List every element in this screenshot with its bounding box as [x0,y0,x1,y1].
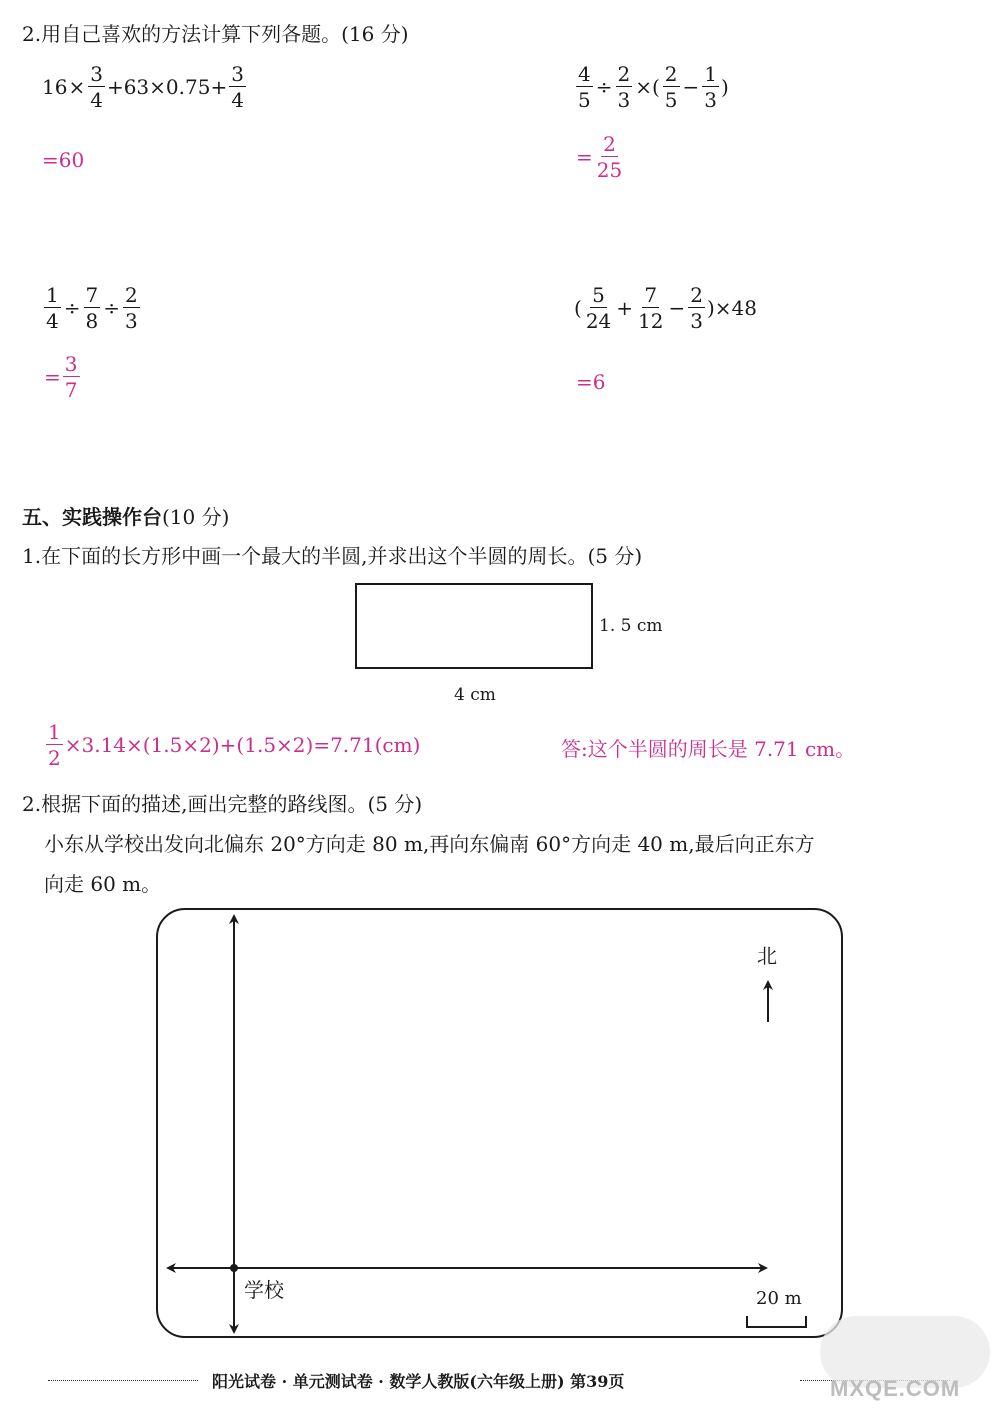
question-1-text: 1.在下面的长方形中画一个最大的半圆,并求出这个半圆的周长。(5 分) [22,544,643,568]
question-2-text: 2.根据下面的描述,画出完整的路线图。(5 分) [22,792,423,816]
fraction: $\frac{7}{12}$ [638,283,664,333]
height-label: 1. 5 cm [599,616,663,636]
footer-rule-left [48,1380,198,1381]
answer-1: =60 [42,148,85,172]
fraction: $\frac{2}{3}$ [125,283,138,333]
fraction: $\frac{1}{3}$ [704,62,718,112]
answer-3: = $\frac{3}{7}$ [44,352,78,402]
fraction: $\frac{4}{5}$ [578,62,591,112]
fraction: $\frac{2}{3}$ [690,283,703,333]
fraction: $\frac{2}{5}$ [664,62,678,112]
north-label: 北 [757,944,777,968]
school-label: 学校 [244,1278,284,1302]
fraction: $\frac{1}{2}$ [48,720,61,770]
school-point [230,1264,238,1272]
q1-solution: $\frac{1}{2}$ ×3.14×(1.5×2)+(1.5×2)=7.71(cm) [48,720,421,770]
problem-4: ( $\frac{5}{24}$ + $\frac{7}{12}$ − $\frac{2}{3}$ )×48 [574,283,757,333]
problem-2: $\frac{4}{5}$ ÷ $\frac{2}{3}$ ×( $\frac{2}{5}$ − $\frac{1}{3}$ ) [578,62,729,112]
section-heading: 五、实践操作台(10 分) [22,505,230,529]
description-line-2: 向走 60 m。 [44,872,162,896]
fraction: $\frac{5}{24}$ [585,283,612,333]
fraction: $\frac{2}{3}$ [617,62,631,112]
watermark-text: MXQE.COM [830,1376,961,1401]
question-heading: 2.用自己喜欢的方法计算下列各题。(16 分) [22,22,409,46]
scale-bar [747,1316,806,1327]
fraction: $\frac{1}{4}$ [46,283,59,333]
map-frame [157,909,842,1337]
answer-2: = $\frac{2}{25}$ [576,132,623,182]
scale-label: 20 m [756,1288,802,1309]
width-label: 4 cm [454,685,496,705]
fraction: $\frac{7}{8}$ [85,283,99,333]
answer-4: =6 [576,370,606,394]
problem-3: $\frac{1}{4}$ ÷ $\frac{7}{8}$ ÷ $\frac{2}{3}$ [46,283,138,333]
fraction: $\frac{3}{4}$ [231,62,244,112]
fraction: $\frac{2}{25}$ [596,132,623,182]
fraction: $\frac{3}{4}$ [90,62,103,112]
footer-text: 阳光试卷 · 单元测试卷 · 数学人教版(六年级上册) 第39页 [212,1372,625,1391]
description-line-1: 小东从学校出发向北偏东 20°方向走 80 m,再向东偏南 60°方向走 40 m,最后向正东方 [44,832,815,856]
problem-1: 16 × $\frac{3}{4}$ +63×0.75+ $\frac{3}{4}$ [42,62,244,112]
fraction: $\frac{3}{7}$ [64,352,78,402]
q1-answer: 答:这个半圆的周长是 7.71 cm。 [561,737,856,761]
